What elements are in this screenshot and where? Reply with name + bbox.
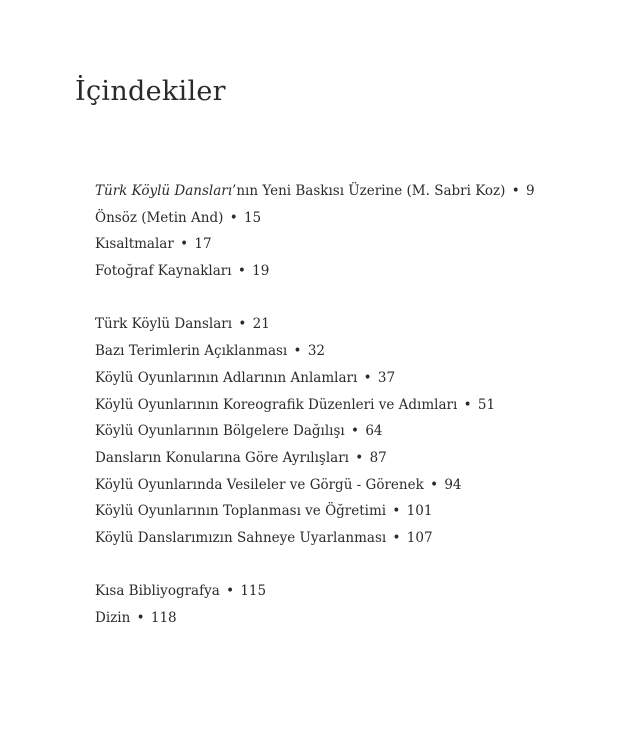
- table-of-contents: [95, 178, 615, 632]
- toc-entry-page: 32: [307, 343, 326, 360]
- toc-entry[interactable]: [95, 445, 615, 472]
- toc-entry-title: Dansların Konularına Göre Ayrılışları: [95, 449, 349, 466]
- bullet-separator: •: [225, 209, 242, 226]
- toc-entry-title: Köylü Danslarımızın Sahneye Uyarlanması: [95, 529, 387, 546]
- toc-entry-page: 118: [150, 610, 177, 626]
- bullet-separator: •: [351, 449, 368, 466]
- toc-entry[interactable]: [95, 205, 615, 232]
- page-title: İçindekiler: [75, 76, 226, 107]
- bullet-separator: •: [233, 263, 251, 280]
- toc-entry-page: 51: [477, 396, 496, 413]
- bullet-separator: •: [459, 396, 476, 413]
- toc-entry-page: 107: [406, 529, 433, 546]
- bullet-separator: •: [359, 369, 376, 386]
- bullet-separator: •: [346, 423, 364, 440]
- bullet-separator: •: [175, 236, 193, 253]
- toc-entry-title: Kısaltmalar: [95, 236, 174, 253]
- toc-entry-title: Köylü Oyunlarının Koreografik Düzenleri ve Adımları: [95, 396, 458, 413]
- toc-entry-page: 19: [252, 263, 270, 280]
- bullet-separator: •: [289, 343, 306, 360]
- toc-entry-title: Dizin: [95, 610, 131, 626]
- toc-entry[interactable]: [95, 498, 615, 525]
- toc-entry-page: 94: [444, 476, 462, 493]
- toc-entry-page: 21: [252, 316, 270, 333]
- toc-entry[interactable]: [95, 418, 615, 445]
- toc-entry-title: Bazı Terimlerin Açıklanması: [95, 343, 288, 360]
- toc-entry-page: 17: [194, 236, 212, 253]
- toc-entry-title: Kısa Bibliyografya: [95, 583, 220, 600]
- toc-entry-title: Köylü Oyunlarının Adlarının Anlamları: [95, 369, 358, 386]
- bullet-separator: •: [425, 476, 443, 493]
- toc-entry[interactable]: [95, 178, 615, 205]
- bullet-separator: •: [388, 503, 405, 520]
- toc-entry-title: Türk Köylü Dansları: [95, 316, 233, 333]
- bullet-separator: •: [507, 183, 524, 199]
- toc-entry-page: 37: [377, 369, 396, 386]
- toc-entry[interactable]: [95, 231, 615, 258]
- toc-entry[interactable]: [95, 578, 615, 605]
- toc-entry[interactable]: [95, 338, 615, 365]
- toc-entry[interactable]: [95, 392, 615, 419]
- toc-entry[interactable]: [95, 258, 615, 285]
- toc-entry-title: ’nın Yeni Baskısı Üzerine (M. Sabri Koz): [232, 183, 506, 199]
- toc-entry-page: 64: [365, 423, 383, 440]
- toc-group-chapters: [95, 311, 615, 551]
- bullet-separator: •: [221, 583, 239, 600]
- toc-entry-title: Fotoğraf Kaynakları: [95, 263, 232, 280]
- toc-entry-title: Köylü Oyunlarının Toplanması ve Öğretimi: [95, 503, 387, 520]
- bullet-separator: •: [132, 610, 149, 626]
- bullet-separator: •: [388, 529, 405, 546]
- toc-entry[interactable]: [95, 472, 615, 499]
- toc-entry[interactable]: [95, 365, 615, 392]
- toc-entry-page: 115: [240, 583, 267, 600]
- bullet-separator: •: [234, 316, 251, 333]
- toc-entry-page: 9: [526, 183, 535, 199]
- toc-entry-title: Köylü Oyunlarında Vesileler ve Görgü - Görenek: [95, 476, 424, 493]
- toc-entry-page: 87: [369, 449, 387, 466]
- toc-entry[interactable]: [95, 605, 615, 632]
- toc-entry-title: Köylü Oyunlarının Bölgelere Dağılışı: [95, 423, 345, 440]
- toc-entry[interactable]: [95, 311, 615, 338]
- toc-group-front-matter: [95, 178, 615, 285]
- toc-group-back-matter: [95, 578, 615, 631]
- toc-entry-italic-title: Türk Köylü Dansları: [95, 183, 233, 199]
- toc-entry-page: 15: [243, 209, 262, 226]
- toc-entry[interactable]: [95, 525, 615, 552]
- toc-entry-page: 101: [406, 503, 433, 520]
- toc-entry-title: Önsöz (Metin And): [95, 209, 224, 226]
